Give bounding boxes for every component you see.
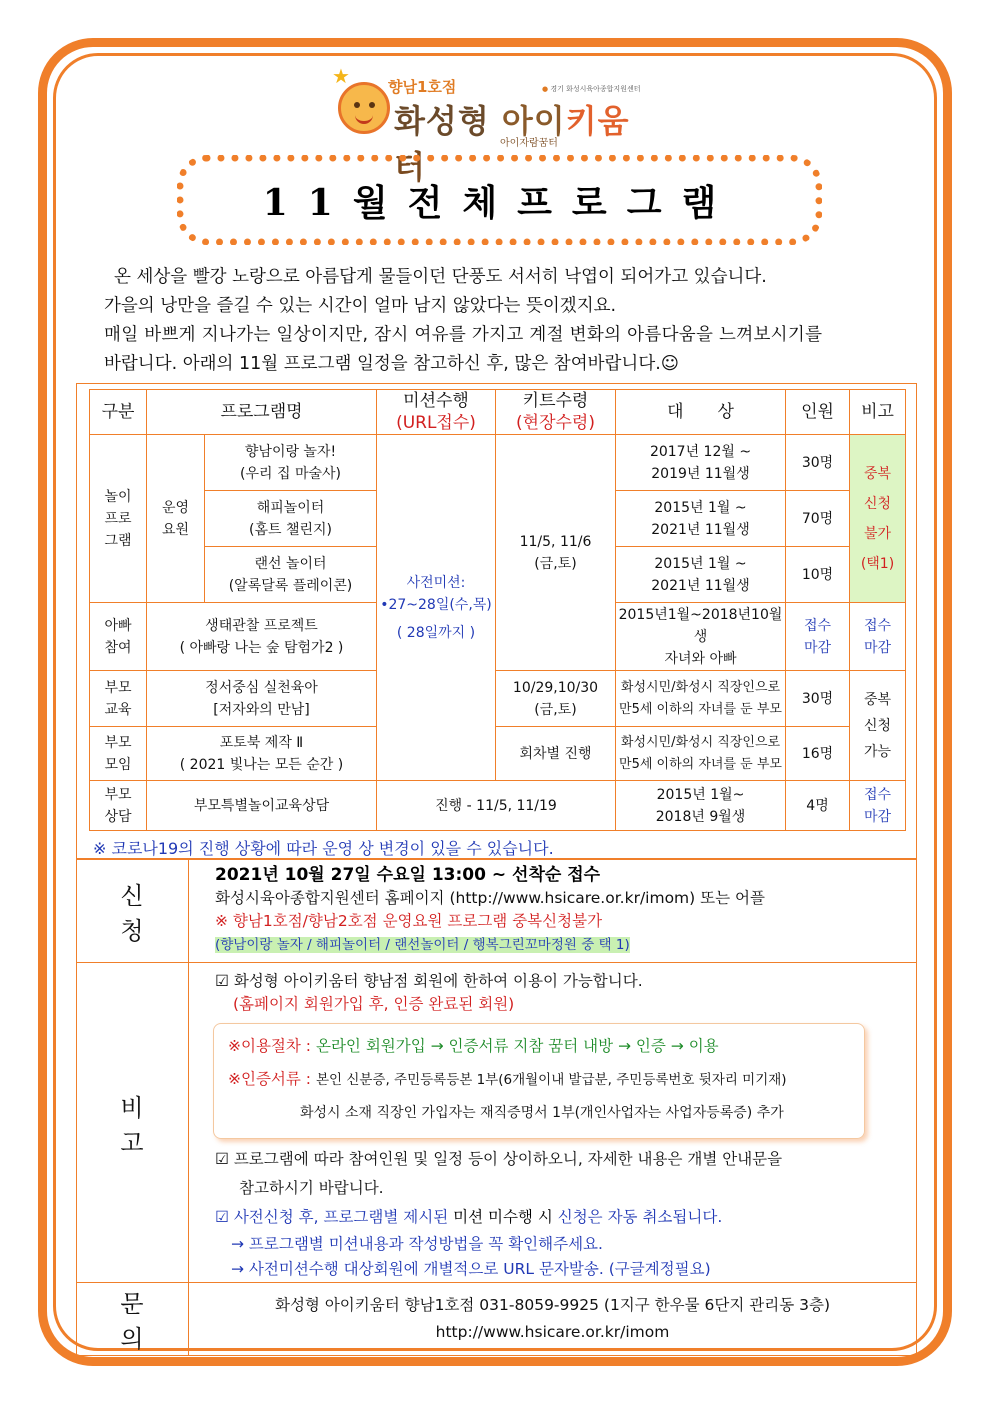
- category-edu: 부모 교육: [90, 671, 147, 727]
- header-program: 프로그램명: [147, 390, 377, 435]
- mission-cell: 사전미션: •27~28일(수,목) ( 28일까지 ): [377, 435, 496, 781]
- category-meet: 부모 모임: [90, 727, 147, 781]
- header-remark: 비고: [850, 390, 906, 435]
- intro-text: [104, 263, 904, 379]
- remark-parent-cell: 중복 신청 가능: [850, 671, 906, 781]
- logo-subtitle: 아이자람꿈터: [500, 138, 558, 149]
- category-play-sub: 운영 요원: [147, 435, 205, 603]
- contact-info: 화성형 아이키움터 향남1호점 031-8059-9925 (1지구 한우물 6단지 관리동 3층): [274, 1296, 830, 1314]
- intro-line: 가을의 낭만을 즐길 수 있는 시간이 얼마 남지 않았다는 뜻이겠지요.: [104, 296, 617, 316]
- program-name: 생태관찰 프로젝트 ( 아빠랑 나는 숲 탐험가2 ): [147, 603, 377, 671]
- apply-choose: (향남이랑 놀자 / 해피놀이터 / 랜선놀이터 / 행복그린꼬마정원 중 택 1): [215, 937, 630, 953]
- contact-label: 문의: [77, 1283, 189, 1356]
- intro-line: 바랍니다. 아래의 11월 프로그램 일정을 참고하신 후, 많은 참여바랍니다.☺: [104, 354, 680, 374]
- apply-label: 신청: [77, 860, 189, 963]
- apply-warning: ※ 향남1호점/향남2호점 운영요원 프로그램 중복신청불가: [215, 912, 603, 930]
- target-cell: 2015년 1월 ~ 2021년 11월생: [616, 491, 786, 547]
- remark-play-cell: 중복 신청 불가 (택1): [850, 435, 906, 603]
- contact-url[interactable]: http://www.hsicare.or.kr/imom: [435, 1323, 670, 1341]
- program-name: 향남이랑 놀자! (우리 집 마술사): [205, 435, 377, 491]
- page-title: 11월전체프로그램: [262, 181, 737, 224]
- logo-branch: 향남1호점: [388, 78, 457, 96]
- people-cell: 10명: [786, 547, 850, 603]
- remark-line: 참고하시기 바랍니다.: [239, 1179, 384, 1197]
- target-cell: 화성시민/화성시 직장인으로 만5세 이하의 자녀를 둔 부모: [616, 671, 786, 727]
- remark-line: → 사전미션수행 대상회원에 개별적으로 URL 문자발송. (구글계정필요): [231, 1260, 711, 1278]
- remark-line: → 프로그램별 미션내용과 작성방법을 꼭 확인해주세요.: [231, 1235, 603, 1253]
- category-dad: 아빠 참여: [90, 603, 147, 671]
- people-cell: 접수 마감: [786, 603, 850, 671]
- category-play: 놀이 프로 그램: [90, 435, 147, 603]
- apply-cell: [189, 860, 917, 963]
- progress-cell: 진행 - 11/5, 11/19: [377, 781, 616, 831]
- title-box: [177, 155, 822, 245]
- info-table: [76, 859, 917, 1356]
- kit-cell: 10/29,10/30 (금,토): [496, 671, 616, 727]
- star-icon: ★: [332, 64, 350, 88]
- program-name: 포토북 제작 Ⅱ ( 2021 빛나는 모든 순간 ): [147, 727, 377, 781]
- apply-date: 2021년 10월 27일 수요일 13:00 ~ 선착순 접수: [215, 865, 601, 885]
- target-cell: 2017년 12월 ~ 2019년 11월생: [616, 435, 786, 491]
- people-cell: 30명: [786, 671, 850, 727]
- target-cell: 2015년 1월~ 2018년 9월생: [616, 781, 786, 831]
- contact-cell: [189, 1283, 917, 1356]
- intro-line: 온 세상을 빨강 노랑으로 아름답게 물들이던 단풍도 서서히 낙엽이 되어가고 있습니다.: [114, 267, 767, 287]
- intro-line: 매일 바쁘게 지나가는 일상이지만, 잠시 여유를 가지고 계절 변화의 아름다움을 느껴보시기를: [104, 325, 823, 345]
- program-name: 해피놀이터 (홈트 챌린지): [205, 491, 377, 547]
- remark-cell: 접수 마감: [850, 603, 906, 671]
- logo-center-name: ● 경기 화성시육아종합지원센터: [542, 85, 641, 93]
- remark-line: (홈페이지 회원가입 후, 인증 완료된 회원): [233, 995, 515, 1013]
- kit-cell: 회차별 진행: [496, 727, 616, 781]
- usage-steps-box: ※이용절차 : 온라인 회원가입 → 인증서류 지참 꿈터 내방 → 인증 → 이용 ※인증서류 : 본인 신분증, 주민등록등본 1부(6개월이내 발급분, 주민등록번호 뒷자리 미기재) 화성시 소재 직장인 가입자는 재직증명서 1부(개인사업자는 사업자등록증) 추가: [213, 1023, 865, 1139]
- program-name: 정서중심 실천육아 [저자와의 만남]: [147, 671, 377, 727]
- header-kit: 키트수령 (현장수령): [496, 390, 616, 435]
- header-target: 대 상: [616, 390, 786, 435]
- remark-line: ☑ 화성형 아이키움터 향남점 회원에 한하여 이용이 가능합니다.: [215, 972, 643, 990]
- people-cell: 16명: [786, 727, 850, 781]
- remark-cell: 접수 마감: [850, 781, 906, 831]
- child-face-icon: [338, 82, 390, 134]
- kit-play-cell: 11/5, 11/6 (금,토): [496, 435, 616, 671]
- people-cell: 30명: [786, 435, 850, 491]
- target-cell: 화성시민/화성시 직장인으로 만5세 이하의 자녀를 둔 부모: [616, 727, 786, 781]
- logo: [330, 64, 650, 186]
- header-category: 구분: [90, 390, 147, 435]
- people-cell: 4명: [786, 781, 850, 831]
- remarks-cell: [189, 963, 917, 1283]
- header-people: 인원: [786, 390, 850, 435]
- target-cell: 2015년1월~2018년10월생 자녀와 아빠: [616, 603, 786, 671]
- apply-site: 화성시육아종합지원센터 홈페이지 (http://www.hsicare.or.kr/imom) 또는 어플: [215, 889, 765, 907]
- program-name: 랜선 놀이터 (알록달록 플레이콘): [205, 547, 377, 603]
- people-cell: 70명: [786, 491, 850, 547]
- category-consult: 부모 상담: [90, 781, 147, 831]
- target-cell: 2015년 1월 ~ 2021년 11월생: [616, 547, 786, 603]
- header-mission: 미션수행 (URL접수): [377, 390, 496, 435]
- logo-title: 화성형 아이키움터: [394, 102, 630, 186]
- remarks-label: 비고: [77, 963, 189, 1283]
- remark-line: ☑ 사전신청 후, 프로그램별 제시된 미션 미수행 시 신청은 자동 취소됩니다.: [215, 1208, 723, 1226]
- program-name: 부모특별놀이교육상담: [147, 781, 377, 831]
- covid-note: ※ 코로나19의 진행 상황에 따라 운영 상 변경이 있을 수 있습니다.: [93, 839, 554, 858]
- remark-line: ☑ 프로그램에 따라 참여인원 및 일정 등이 상이하오니, 자세한 내용은 개별 안내문을: [215, 1150, 783, 1168]
- program-table: [89, 389, 906, 831]
